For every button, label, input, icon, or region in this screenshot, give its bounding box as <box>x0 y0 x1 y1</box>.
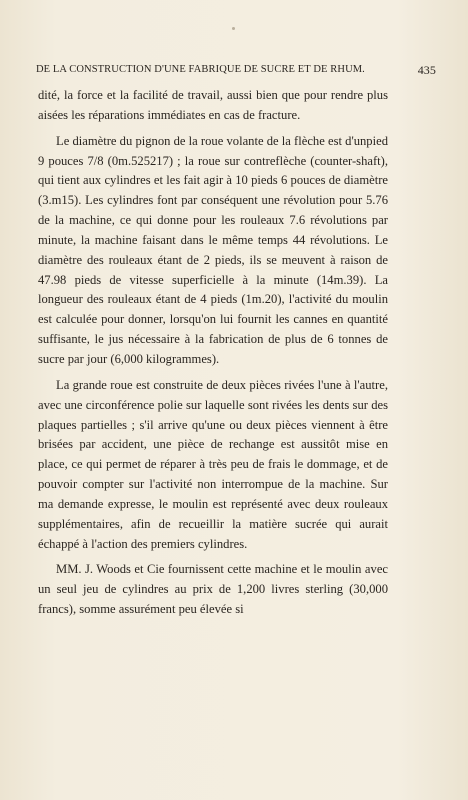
header-title: DE LA CONSTRUCTION D'UNE FABRIQUE DE SUCRE ET DE RHUM. <box>36 64 365 75</box>
paragraph-woods-price: MM. J. Woods et Cie fournissent cette machine et le moulin avec un seul jeu de cylindres au prix de 1,200 livres sterling (30,000 francs), somme assurément peu élevée si <box>38 562 388 617</box>
paragraph-continuation: dité, la force et la facilité de travail, aussi bien que pour rendre plus aisées les réparations immédiates en cas de fracture. <box>38 88 388 122</box>
running-header <box>36 64 436 82</box>
body-text <box>38 86 388 620</box>
page-number: 435 <box>417 63 436 77</box>
paragraph-great-wheel: La grande roue est construite de deux pièces rivées l'une à l'autre, avec une circonférence polie sur laquelle sont rivées les dents sur des plaques partielles ; s'il arrive qu'une ou deux pièces viennent à être brisées par accident, une pièce de rechange est aussitôt mise en place, ce qui permet de réparer à très peu de frais le dommage, et de pouvoir compter sur l'activité non interrompue de la machine. Sur ma demande expresse, le moulin est représenté avec deux rouleaux supplémentaires, afin de recueillir la matière sucrée qui aurait échappé à l'action des premiers cylindres. <box>38 377 388 551</box>
paragraph-pinion-diameter: Le diamètre du pignon de la roue volante de la flèche est d'unpied 9 pouces 7/8 (0m.525217) ; la roue sur contreflèche (counter-shaft), qui tient aux cylindres et les fait agir à 10 pieds 6 pouces de diamètre (3.m15). Les cylindres font par conséquent une révolution pour 5.76 de la machine, ce qui donne pour les rouleaux 7.6 révolutions par minute, la machine faisant dans le même temps 44 révolutions. Le diamètre des rouleaux étant de 2 pieds, ils se meuvent à raison de 47.98 pieds de vitesse superficielle à la minute (14m.39). La longueur des rouleaux étant de 4 pieds (1m.20), l'activité du moulin est calculée pour donner, lorsqu'on lui fournit les cannes en quantité suffisante, le jus nécessaire à la fabrication de plus de 6 tonnes de sucre par jour (6,000 kilogrammes). <box>38 133 388 366</box>
page-speck <box>232 27 235 30</box>
